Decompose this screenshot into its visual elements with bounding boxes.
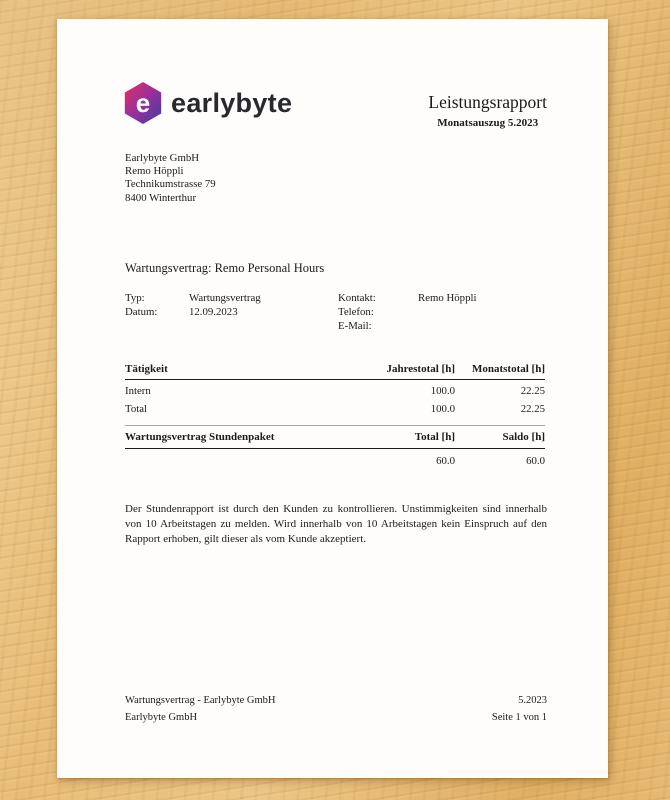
address-line: Technikumstrasse 79 <box>125 178 216 191</box>
table-header-row <box>125 361 545 380</box>
table-row <box>125 398 545 416</box>
cell-activity: Intern <box>125 385 151 397</box>
cell-activity: Total <box>125 403 148 415</box>
report-page <box>57 19 608 778</box>
footer-line: Earlybyte GmbH <box>125 712 198 723</box>
table-row <box>125 449 545 469</box>
footer-right <box>492 692 547 726</box>
earlybyte-hexagon-icon <box>123 81 163 125</box>
column-header: Tätigkeit <box>125 361 335 380</box>
footer-line: 5.2023 <box>518 695 547 706</box>
field-value: 12.09.2023 <box>189 306 238 318</box>
meta-right-column <box>338 291 476 333</box>
column-header: Total [h] <box>335 426 455 449</box>
footer-line: Wartungsvertrag - Earlybyte GmbH <box>125 695 276 706</box>
control-note-paragraph: Der Stundenrapport ist durch den Kunden zu kontrollieren. Unstimmigkeiten sind innerhalb von 10 Arbeitstagen zu melden. Wird innerhalb von 10 Arbeitstagen kein Einspruch auf den Rapport erhoben, gilt dieser als vom Kunde akzeptiert. <box>125 503 547 546</box>
field-value: Remo Höppli <box>418 292 477 304</box>
field-email <box>338 319 476 333</box>
report-subtitle: Monatsauszug 5.2023 <box>437 117 539 129</box>
column-header: Wartungsvertrag Stundenpaket <box>125 426 335 449</box>
column-header: Monatstotal [h] <box>455 361 545 380</box>
field-kontakt <box>338 291 476 305</box>
cell-total: 60.0 <box>436 455 455 467</box>
logo-letter: e <box>135 88 151 118</box>
field-value: Wartungsvertrag <box>189 292 261 304</box>
cell-month-total: 22.25 <box>520 385 545 397</box>
meta-left-column <box>125 291 338 333</box>
table-row <box>125 380 545 399</box>
column-header: Jahrestotal [h] <box>335 361 455 380</box>
brand-wordmark: earlybyte <box>171 87 293 118</box>
earlybyte-logo <box>123 81 292 125</box>
address-line: Remo Höppli <box>125 165 184 178</box>
contract-title: Wartungsvertrag: Remo Personal Hours <box>125 261 325 275</box>
contract-meta-fields <box>125 291 547 333</box>
report-header <box>123 81 547 129</box>
footer-line: Seite 1 von 1 <box>491 712 547 723</box>
cell-empty <box>125 449 335 469</box>
sender-address-block <box>125 152 216 205</box>
cell-year-total: 100.0 <box>430 403 455 415</box>
address-line: Earlybyte GmbH <box>125 152 200 164</box>
field-datum <box>125 305 338 319</box>
activity-table <box>125 361 545 416</box>
report-title-block <box>428 92 547 129</box>
footer-left <box>125 692 275 726</box>
cell-year-total: 100.0 <box>430 385 455 397</box>
cell-saldo: 60.0 <box>526 455 545 467</box>
field-label: Datum: <box>125 306 158 318</box>
table-header-row <box>125 426 545 449</box>
field-label: E-Mail: <box>338 320 372 332</box>
field-telefon <box>338 305 476 319</box>
field-label: Typ: <box>125 292 145 304</box>
page-footer <box>125 692 547 726</box>
column-header: Saldo [h] <box>455 426 545 449</box>
field-label: Kontakt: <box>338 292 376 304</box>
address-line: 8400 Winterthur <box>125 191 197 204</box>
cell-month-total: 22.25 <box>520 403 545 415</box>
field-label: Telefon: <box>338 306 374 318</box>
report-title: Leistungsrapport <box>428 92 547 112</box>
hour-package-table <box>125 425 545 468</box>
field-typ <box>125 291 338 305</box>
